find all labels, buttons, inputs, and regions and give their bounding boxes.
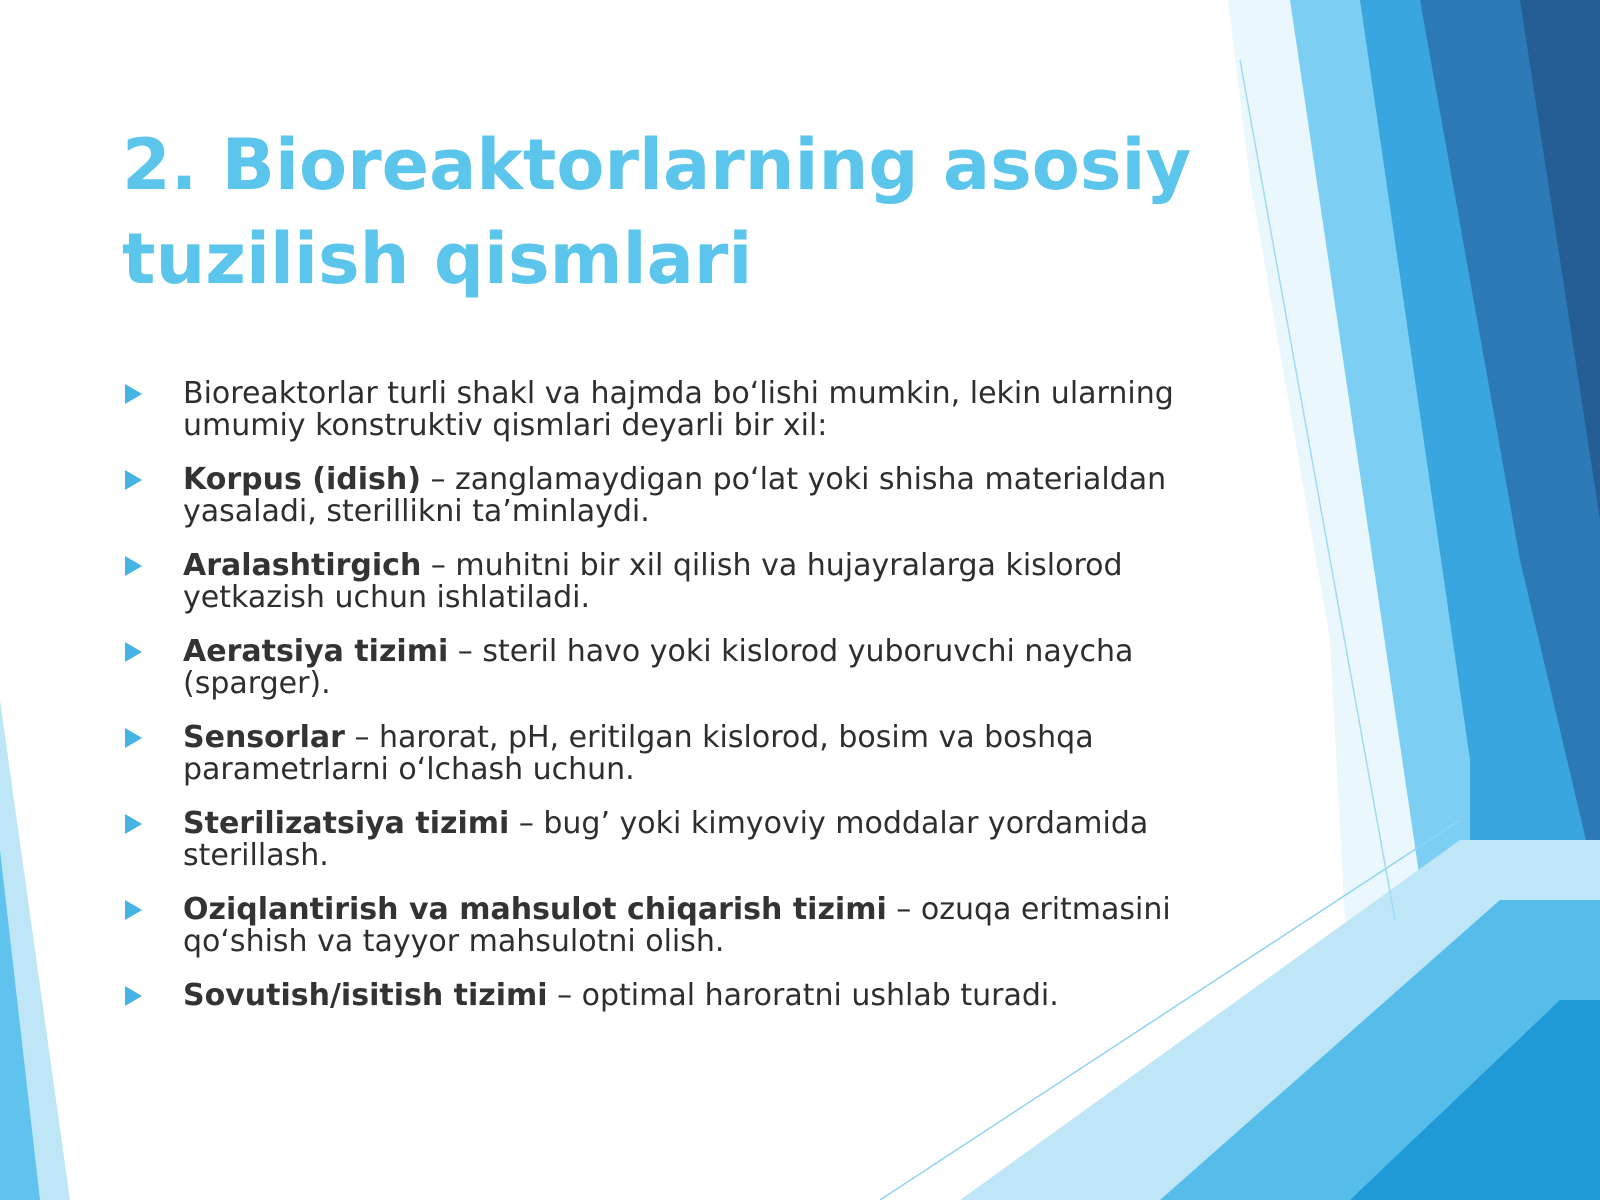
bullet-item: [122, 550, 1222, 614]
bullet-text: Bioreaktorlar turli shakl va hajmda bo‘lishi mumkin, lekin ularning umumiy konstruktiv qismlari deyarli bir xil:: [183, 376, 1174, 443]
bullet-term: Aeratsiya tizimi: [183, 634, 449, 669]
triangle-bullet-icon: [125, 642, 142, 662]
triangle-bullet-icon: [125, 384, 142, 404]
bullet-item: [122, 722, 1222, 786]
bullet-text: – bug’ yoki kimyoviy moddalar yordamida sterillash.: [183, 806, 1149, 873]
bullet-text: – steril havo yoki kislorod yuboruvchi naycha (sparger).: [183, 634, 1134, 701]
bullet-text: – optimal haroratni ushlab turadi.: [547, 978, 1059, 1013]
bullet-text: – harorat, pH, eritilgan kislorod, bosim va boshqa parametrlarni o‘lchash uchun.: [183, 720, 1094, 787]
triangle-bullet-icon: [125, 900, 142, 920]
bullet-item: [122, 808, 1222, 872]
bullet-text: – muhitni bir xil qilish va hujayralarga kislorod yetkazish uchun ishlatiladi.: [183, 548, 1123, 615]
bullet-text: – ozuqa eritmasini qo‘shish va tayyor mahsulotni olish.: [183, 892, 1171, 959]
triangle-bullet-icon: [125, 728, 142, 748]
bullet-term: Korpus (idish): [183, 462, 421, 497]
triangle-bullet-icon: [125, 986, 142, 1006]
bullet-item: [122, 464, 1222, 528]
slide-title: 2. Bioreaktorlarning asosiy tuzilish qismlari: [122, 124, 1192, 300]
bullet-item: [122, 980, 1222, 1012]
triangle-bullet-icon: [125, 470, 142, 490]
bullet-text: – zanglamaydigan po‘lat yoki shisha materialdan yasaladi, sterillikni ta’minlaydi.: [183, 462, 1167, 529]
bullet-term: Sensorlar: [183, 720, 345, 755]
triangle-bullet-icon: [125, 814, 142, 834]
bullet-term: Sovutish/isitish tizimi: [183, 978, 548, 1013]
bullet-term: Oziqlantirish va mahsulot chiqarish tizimi: [183, 892, 887, 927]
bullet-term: Aralashtirgich: [183, 548, 422, 583]
bullet-item: [122, 894, 1222, 958]
bullet-item: [122, 378, 1222, 442]
triangle-bullet-icon: [125, 556, 142, 576]
bullet-term: Sterilizatsiya tizimi: [183, 806, 510, 841]
bullet-item: [122, 636, 1222, 700]
bullet-list: [122, 378, 1222, 1034]
